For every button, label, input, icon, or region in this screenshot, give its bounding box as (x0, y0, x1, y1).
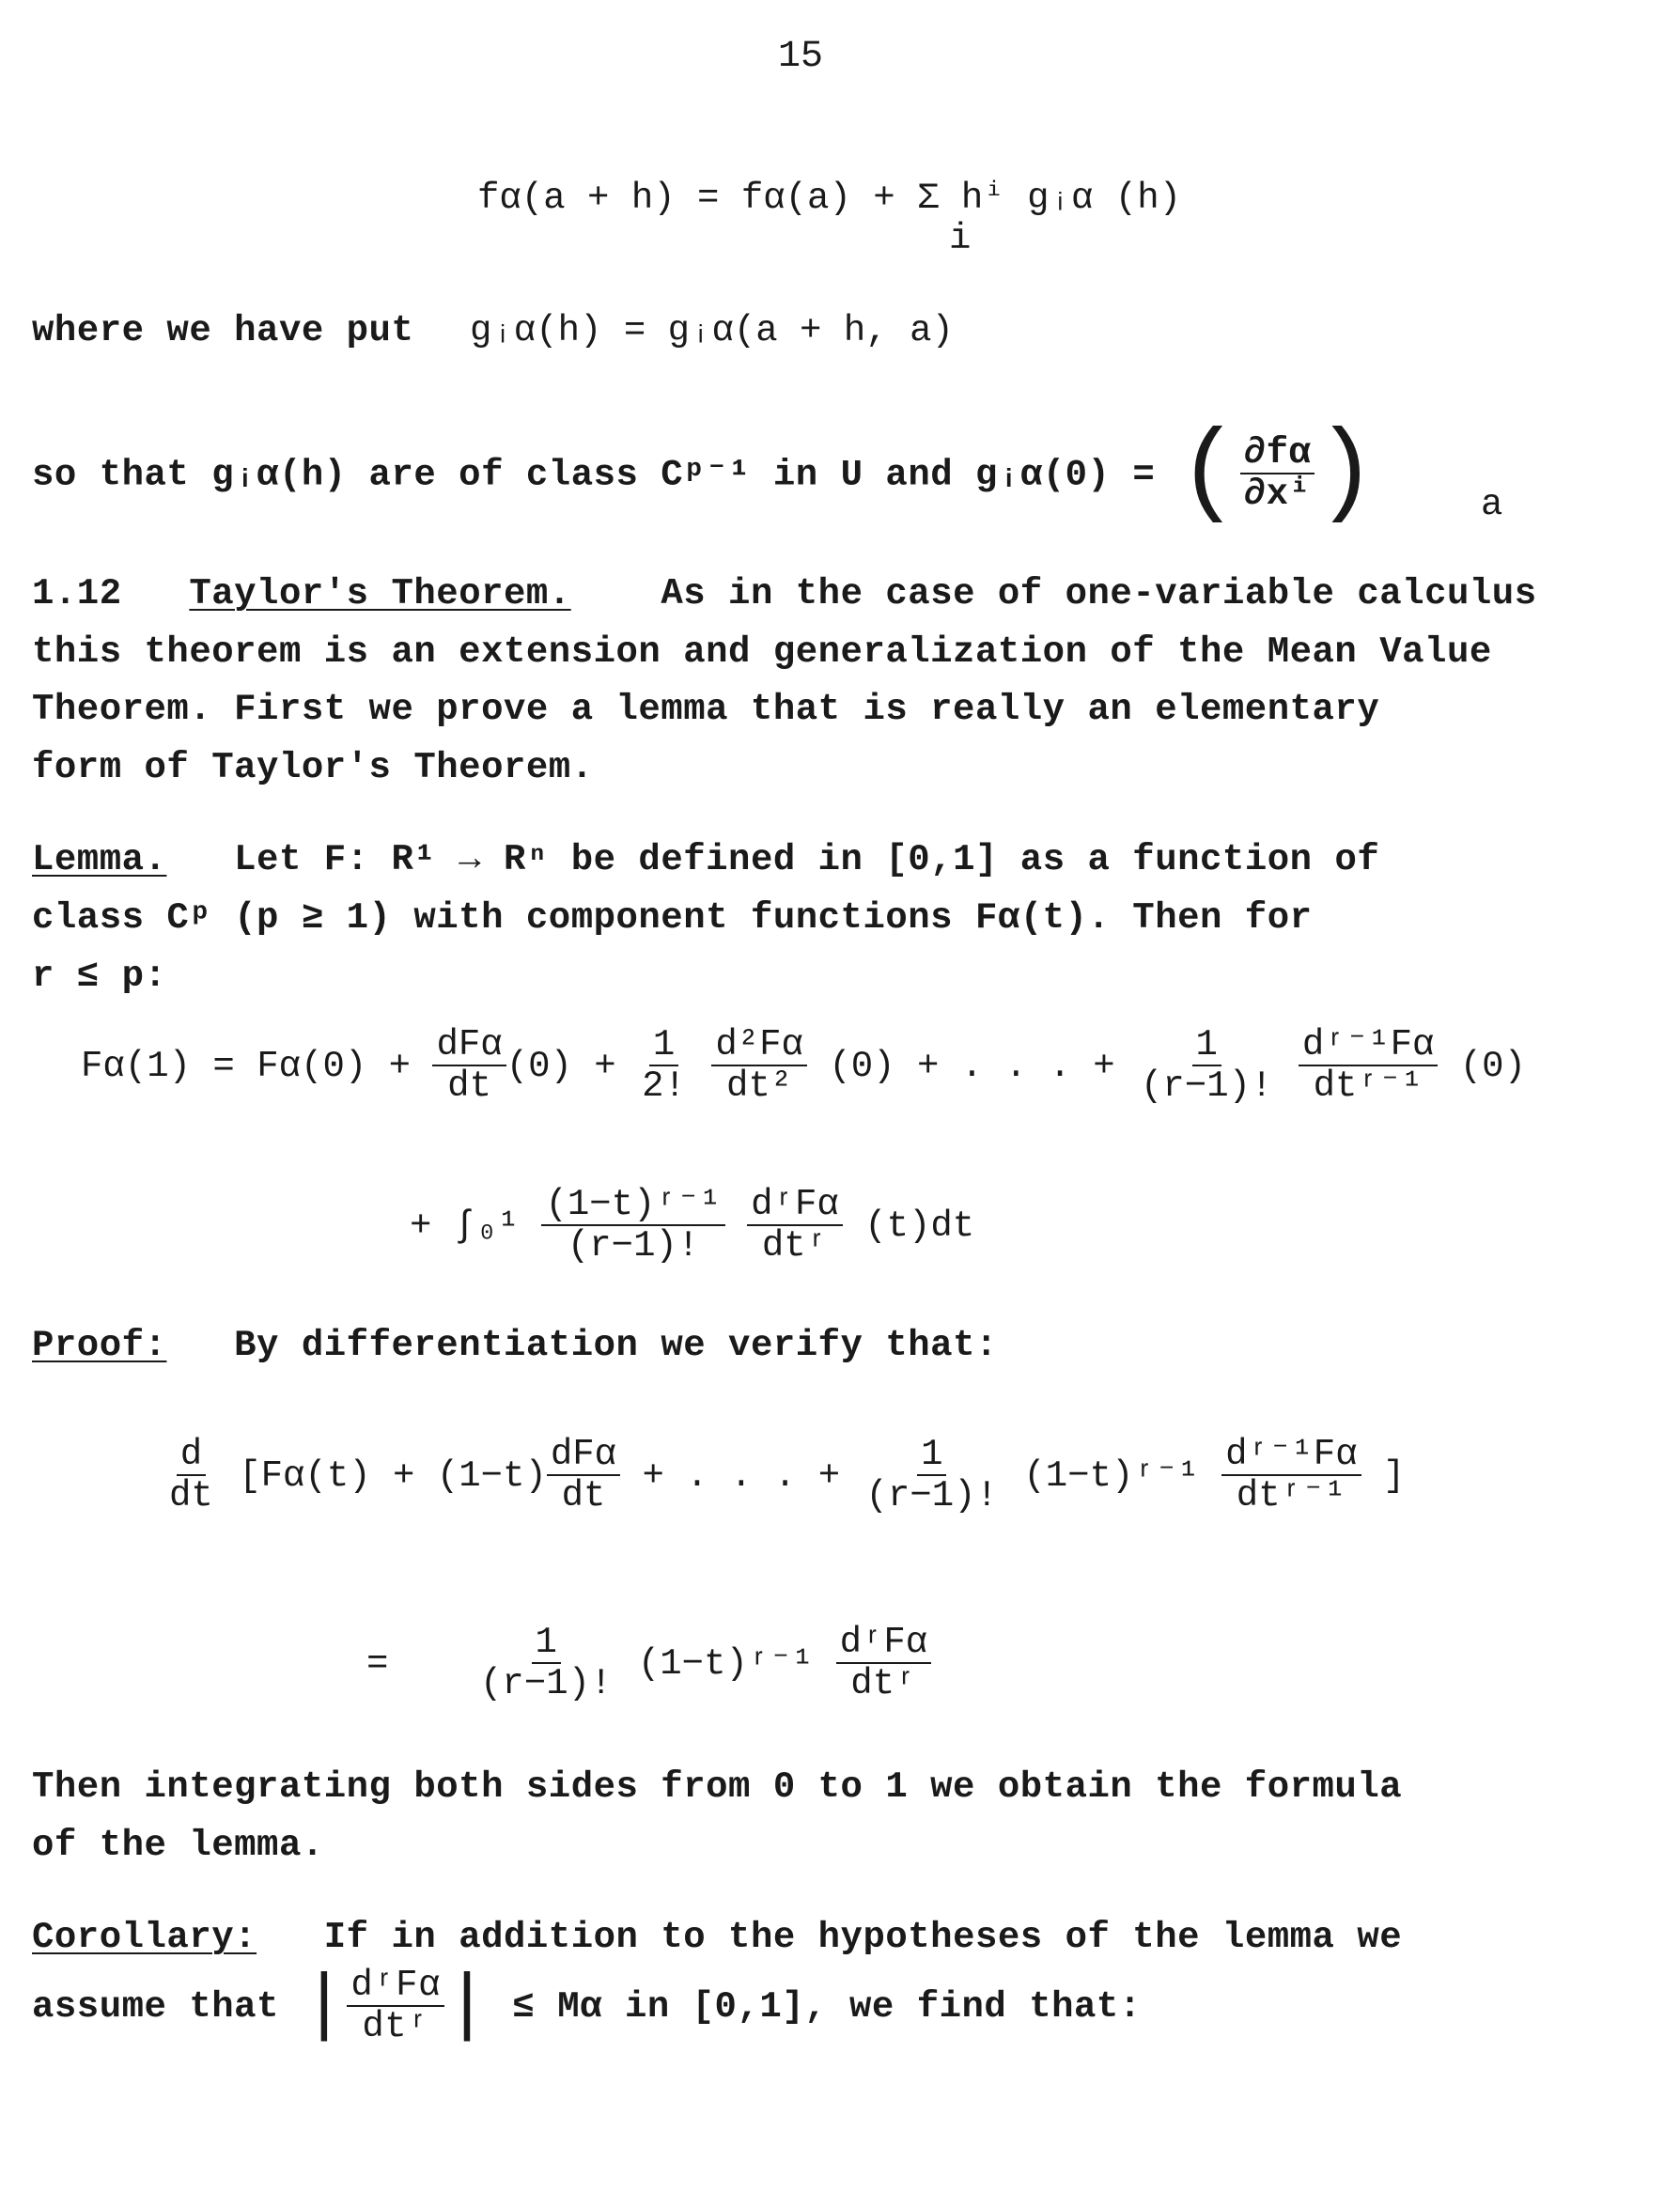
equation-g-definition: gᵢα(h) = gᵢα(a + h, a) (470, 310, 954, 351)
corollary-text-1: If in addition to the hypotheses of the lemma we (323, 1917, 1403, 1958)
fraction-one-over-r-1 (476, 1624, 615, 1704)
fraction-denominator: dt (169, 1474, 213, 1516)
fraction-drF (836, 1624, 932, 1704)
equation-mean-value (477, 175, 1181, 219)
fraction-denominator: ∂xⁱ (1243, 474, 1312, 516)
fraction-numerator: 1 (532, 1624, 561, 1664)
corollary-assume: assume that (32, 1985, 279, 2028)
fraction-numerator: dʳFα (347, 1967, 444, 2007)
abs-bar-left: | (301, 1964, 348, 2049)
proof-label: Proof: (32, 1325, 167, 1366)
fraction-denominator: dtʳ⁻¹ (1236, 1474, 1346, 1516)
fraction-denominator: dtʳ⁻¹ (1313, 1065, 1423, 1107)
fraction-dr-1F (1221, 1436, 1361, 1516)
proof-text: By differentiation we verify that: (234, 1325, 998, 1366)
fraction-numerator: dʳ⁻¹Fα (1299, 1026, 1439, 1066)
section-number: 1.12 (32, 573, 122, 614)
text-where: where we have put (32, 310, 414, 351)
fraction-numerator: 1 (917, 1436, 946, 1476)
taylor-term-c: (0) + . . . + (829, 1046, 1115, 1088)
fraction-dF (432, 1026, 506, 1107)
fraction-d-dt (165, 1436, 217, 1516)
result-equals: = (366, 1643, 389, 1686)
fraction-one-over-r-1 (863, 1436, 1002, 1516)
fraction-d2F (711, 1026, 807, 1107)
fraction-numerator: 1 (1192, 1026, 1221, 1066)
equation-integral-remainder (410, 1186, 974, 1267)
lemma-line-1 (32, 839, 1379, 880)
fraction-numerator: dʳFα (836, 1624, 932, 1664)
lemma-label: Lemma. (32, 839, 167, 880)
text-so-that (32, 415, 1378, 533)
lemma-line-3: r ≤ p: (32, 956, 167, 997)
section-paragraph-line-1: As in the case of one-variable calculus (661, 573, 1537, 614)
equation-text: fα(a + h) = fα(a) + Σ hⁱ gᵢα (h) (477, 178, 1181, 219)
section-heading-line (32, 573, 1537, 614)
fraction-partial (1240, 434, 1315, 515)
then-line-2: of the lemma. (32, 1825, 324, 1866)
section-paragraph-line-4: form of Taylor's Theorem. (32, 747, 594, 788)
right-paren: ) (1314, 415, 1378, 533)
fraction-denominator: dt² (726, 1065, 793, 1107)
fraction-numerator: d (177, 1436, 206, 1476)
integral-sign: + ∫₀¹ (410, 1205, 521, 1248)
taylor-lhs: Fα(1) = Fα(0) + (81, 1046, 412, 1088)
fraction-numerator: dFα (432, 1026, 506, 1066)
fraction-numerator: 1 (649, 1026, 678, 1066)
fraction-denominator: (r−1)! (480, 1662, 613, 1704)
page-number: 15 (778, 36, 824, 78)
equation-derivative (165, 1436, 1405, 1516)
fraction-dF (547, 1436, 620, 1516)
lemma-line-2: class Cᵖ (p ≥ 1) with component functions Fα(t). Then for (32, 897, 1313, 939)
fraction-dr-1F (1299, 1026, 1439, 1107)
text-so-that-class: so that gᵢα(h) are of class Cᵖ⁻¹ in U and gᵢα(0) = (32, 454, 1156, 496)
result-term-a: (1−t)ʳ⁻¹ (637, 1643, 815, 1686)
left-paren: ( (1177, 415, 1240, 533)
fraction-denominator: (r−1)! (567, 1224, 700, 1267)
fraction-drF (747, 1186, 843, 1267)
proof-line (32, 1325, 998, 1366)
fraction-denominator: dtʳ (761, 1224, 829, 1267)
fraction-denominator: dt (447, 1065, 491, 1107)
then-line-1: Then integrating both sides from 0 to 1 we obtain the formula (32, 1766, 1403, 1808)
lemma-text-1: Let F: R¹ → Rⁿ be defined in [0,1] as a function of (234, 839, 1380, 880)
corollary-bound: ≤ Mα in [0,1], we find that: (512, 1985, 1142, 2028)
subscript-a: a (1481, 484, 1503, 525)
deriv-term-d: ] (1383, 1455, 1406, 1498)
fraction-numerator: dʳ⁻¹Fα (1221, 1436, 1361, 1476)
fraction-denominator: (r−1)! (865, 1474, 998, 1516)
deriv-term-b: + . . . + (642, 1455, 841, 1498)
integral-dt: (t)dt (864, 1205, 975, 1248)
fraction-denominator: 2! (642, 1065, 686, 1107)
abs-bar-right: | (444, 1964, 490, 2049)
fraction-denominator: dt (561, 1474, 606, 1516)
section-paragraph-line-3: Theorem. First we prove a lemma that is really an elementary (32, 689, 1380, 730)
fraction-numerator: dʳFα (747, 1186, 843, 1226)
equation-result (366, 1624, 931, 1704)
fraction-1-t (541, 1186, 724, 1267)
fraction-one-over-2 (638, 1026, 690, 1107)
section-title: Taylor's Theorem. (189, 573, 571, 614)
section-paragraph-line-2: this theorem is an extension and generalization of the Mean Value (32, 631, 1492, 673)
equation-sum-index: i (949, 218, 972, 259)
fraction-numerator: dFα (547, 1436, 620, 1476)
fraction-numerator: d²Fα (711, 1026, 807, 1066)
fraction-drF (347, 1964, 444, 2047)
taylor-term-b: (0) + (506, 1046, 616, 1088)
taylor-term-d: (0) (1459, 1046, 1526, 1088)
text-where-we-have-put (32, 310, 413, 351)
equation-taylor-formula (81, 1026, 1526, 1107)
fraction-denominator: (r−1)! (1141, 1065, 1273, 1107)
fraction-one-over-r-1 (1137, 1026, 1276, 1107)
deriv-term-a: [Fα(t) + (1−t) (239, 1455, 547, 1498)
fraction-denominator: dtʳ (850, 1662, 917, 1704)
fraction-denominator: dtʳ (362, 2005, 430, 2047)
deriv-term-c: (1−t)ʳ⁻¹ (1023, 1455, 1200, 1498)
corollary-line-2 (32, 1964, 1142, 2049)
corollary-label: Corollary: (32, 1917, 257, 1958)
fraction-numerator: ∂fα (1240, 434, 1315, 474)
fraction-numerator: (1−t)ʳ⁻¹ (541, 1186, 724, 1226)
corollary-line-1 (32, 1917, 1402, 1958)
